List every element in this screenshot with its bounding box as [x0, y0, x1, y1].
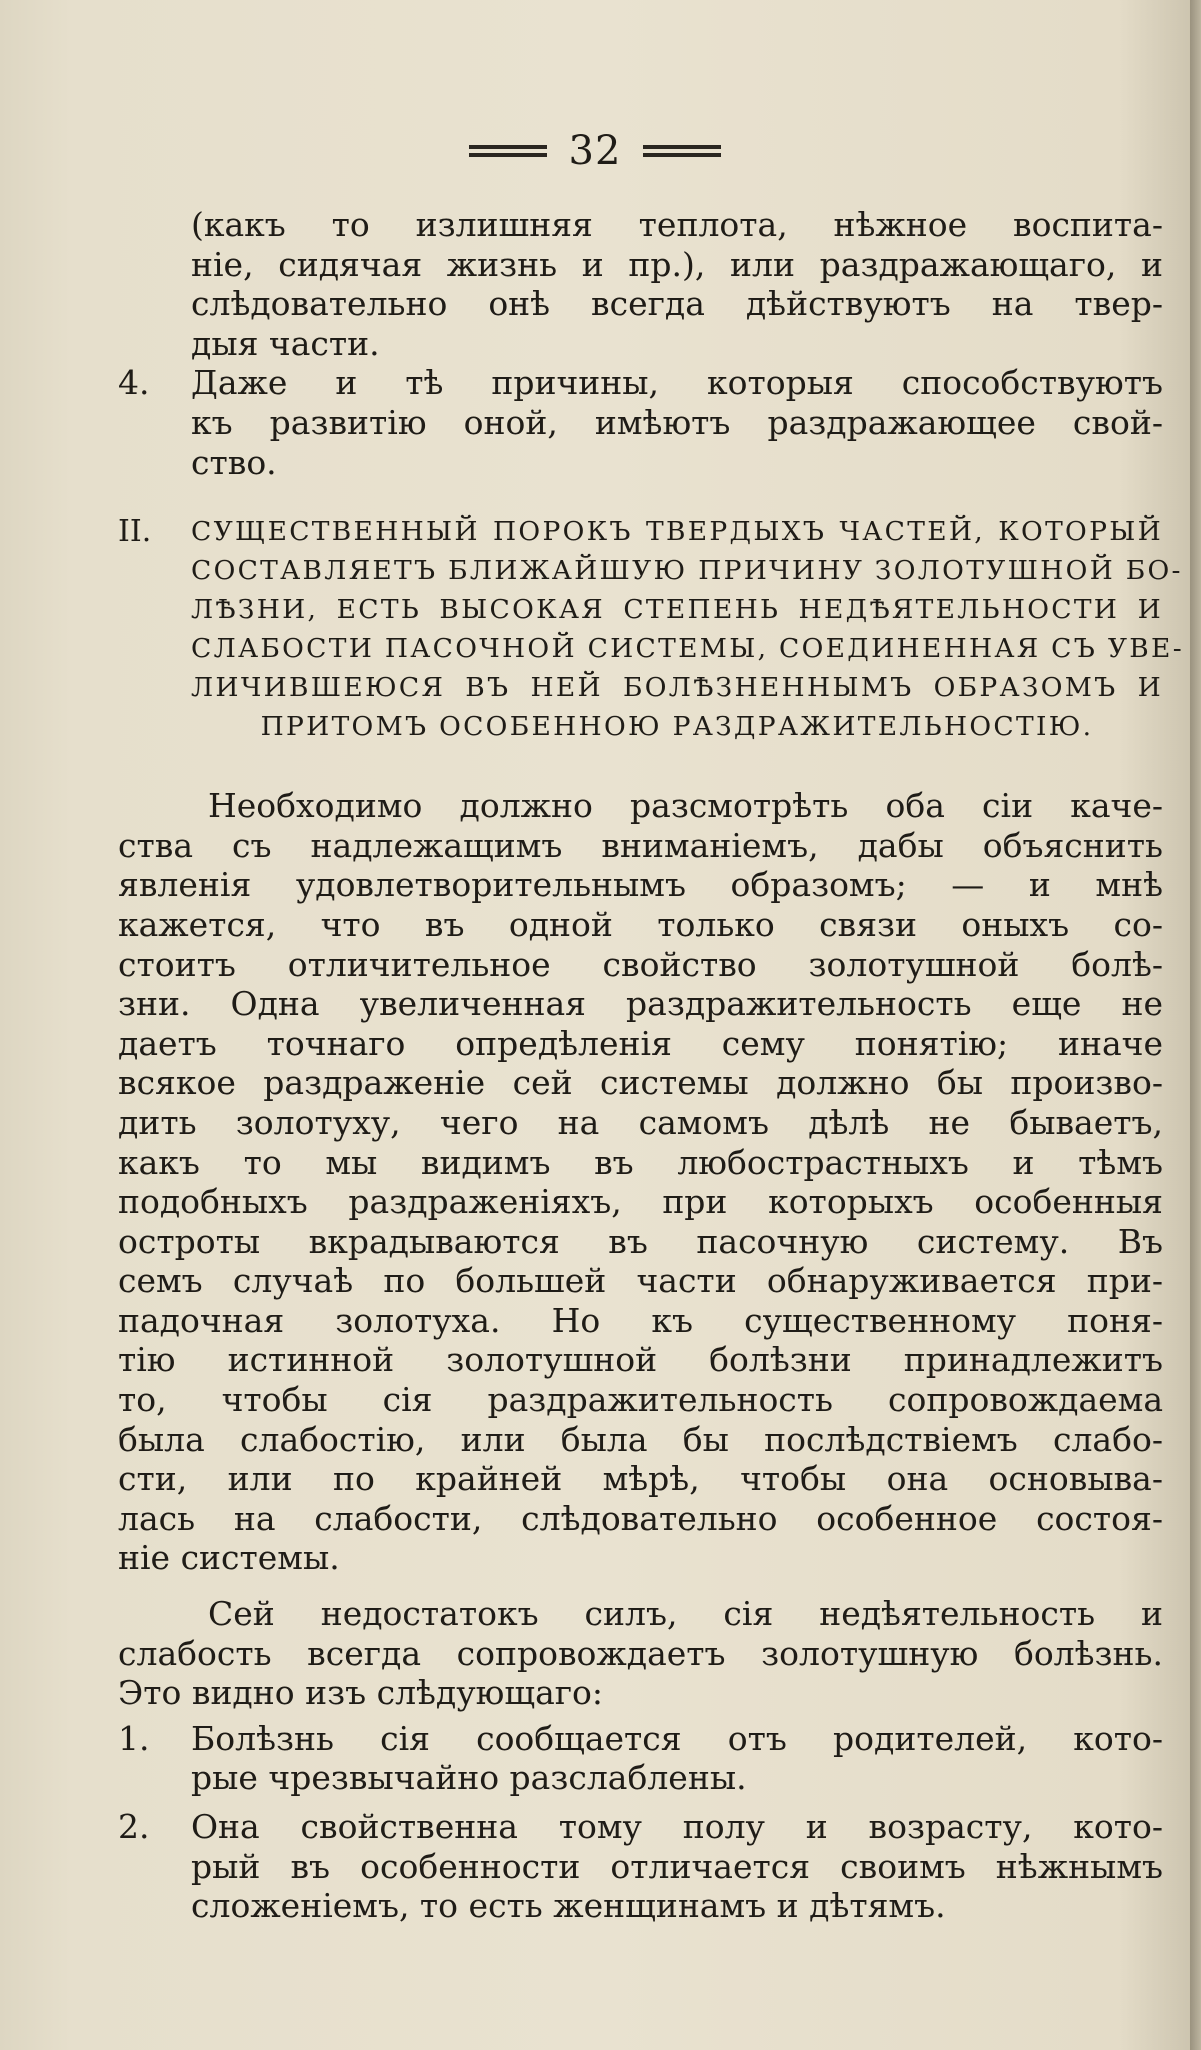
text-line: падочная золотуха. Но къ существенному поня-	[118, 1300, 1163, 1340]
page-body	[118, 205, 1184, 1935]
section-line: ЛѢЗНИ, ЕСТЬ ВЫСОКАЯ СТЕПЕНЬ НЕДѢЯТЕЛЬНОСТИ И	[191, 594, 1163, 626]
text-line: къ развитію оной, имѣютъ раздражающее свой-	[191, 402, 1163, 442]
text-line: лась на слабости, слѣдовательно особенное состоя-	[118, 1498, 1163, 1538]
text-line: ства съ надлежащимъ вниманіемъ, дабы объяснить	[118, 825, 1163, 865]
paragraph-1	[118, 786, 1163, 1578]
text-line: всякое раздраженіе сей системы должно бы произво-	[118, 1063, 1163, 1103]
item-number: 1.	[118, 1718, 150, 1758]
header-rule-left	[469, 145, 547, 157]
text-line: остроты вкрадываются въ пасочную систему. Въ	[118, 1221, 1163, 1261]
section-line: ПРИТОМЪ ОСОБЕННОЮ РАЗДРАЖИТЕЛЬНОСТІЮ.	[260, 711, 1094, 743]
page-number: 32	[568, 128, 622, 174]
text-line: тію истинной золотушной болѣзни принадлежитъ	[118, 1340, 1163, 1380]
text-line: рый въ особенности отличается своимъ нѣжнымъ	[191, 1846, 1163, 1886]
text-line: Она свойственна тому полу и возрасту, кото-	[191, 1807, 1163, 1846]
section-line: СОСТАВЛЯЕТЪ БЛИЖАЙШУЮ ПРИЧИНУ ЗОЛОТУШНОЙ БО-	[191, 555, 1183, 587]
section-line: СЛАБОСТИ ПАСОЧНОЙ СИСТЕМЫ, СОЕДИНЕННАЯ СЪ УВЕ-	[191, 633, 1184, 665]
text-line: явленія удовлетворительнымъ образомъ; — и мнѣ	[118, 865, 1163, 905]
paragraph-2	[118, 1594, 1163, 1713]
text-line: сложеніемъ, то есть женщинамъ и дѣтямъ.	[191, 1886, 946, 1926]
text-line: слабость всегда сопровождаетъ золотушную болѣзнь.	[118, 1633, 1163, 1673]
numbered-list	[118, 1719, 1163, 1926]
text-line: семъ случаѣ по большей части обнаруживается при-	[118, 1261, 1163, 1301]
section-number: II.	[118, 514, 152, 550]
text-line: сти, или по крайней мѣрѣ, чтобы она основыва-	[118, 1459, 1163, 1499]
list-item	[118, 1719, 1163, 1798]
text-line: Сей недостатокъ силъ, сія недѣятельность и	[208, 1594, 1163, 1634]
text-line: слѣдовательно онѣ всегда дѣйствуютъ на твер-	[191, 284, 1163, 324]
text-line: то, чтобы сія раздражительность сопровождаема	[118, 1380, 1163, 1420]
text-line: зни. Одна увеличенная раздражительность еще не	[118, 984, 1163, 1024]
header-rule-right	[643, 145, 721, 157]
text-line: ніе системы.	[118, 1538, 340, 1578]
text-line: ніе, сидячая жизнь и пр.), или раздражающаго, и	[191, 244, 1163, 284]
page-edge	[1190, 0, 1201, 2050]
numbered-item-4	[118, 363, 1163, 482]
text-line: (какъ то излишняя теплота, нѣжное воспита-	[191, 205, 1163, 244]
text-line: стоитъ отличительное свойство золотушной болѣ-	[118, 944, 1163, 984]
section-II	[118, 512, 1184, 746]
text-line: Болѣзнь сія сообщается отъ родителей, кото-	[191, 1718, 1163, 1758]
text-line: Даже и тѣ причины, которыя способствуютъ	[191, 363, 1163, 403]
list-item	[118, 1807, 1163, 1926]
text-line: дыя части.	[191, 323, 380, 363]
text-line: рые чрезвычайно разслаблены.	[191, 1758, 747, 1798]
section-line: ЛИЧИВШЕЮСЯ ВЪ НЕЙ БОЛѢЗНЕННЫМЪ ОБРАЗОМЪ И	[191, 672, 1163, 704]
item-number: 2.	[118, 1807, 150, 1846]
page-header	[0, 128, 1190, 174]
text-line: даетъ точнаго опредѣленія сему понятію; иначе	[118, 1023, 1163, 1063]
continued-text	[118, 205, 1163, 363]
text-line: была слабостію, или была бы послѣдствіемъ слабо-	[118, 1419, 1163, 1459]
text-line: дить золотуху, чего на самомъ дѣлѣ не бываетъ,	[118, 1102, 1163, 1142]
text-line: ство.	[191, 442, 277, 482]
item-number: 4.	[118, 363, 150, 403]
text-line: Необходимо должно разсмотрѣть оба сіи каче-	[208, 786, 1163, 826]
text-line: кажется, что въ одной только связи оныхъ со-	[118, 904, 1163, 944]
text-line: подобныхъ раздраженіяхъ, при которыхъ особенныя	[118, 1182, 1163, 1222]
text-line: какъ то мы видимъ въ любострастныхъ и тѣмъ	[118, 1142, 1163, 1182]
text-line: Это видно изъ слѣдующаго:	[118, 1673, 604, 1713]
section-line: СУЩЕСТВЕННЫЙ ПОРОКЪ ТВЕРДЫХЪ ЧАСТЕЙ, КОТОРЫЙ	[191, 516, 1163, 548]
